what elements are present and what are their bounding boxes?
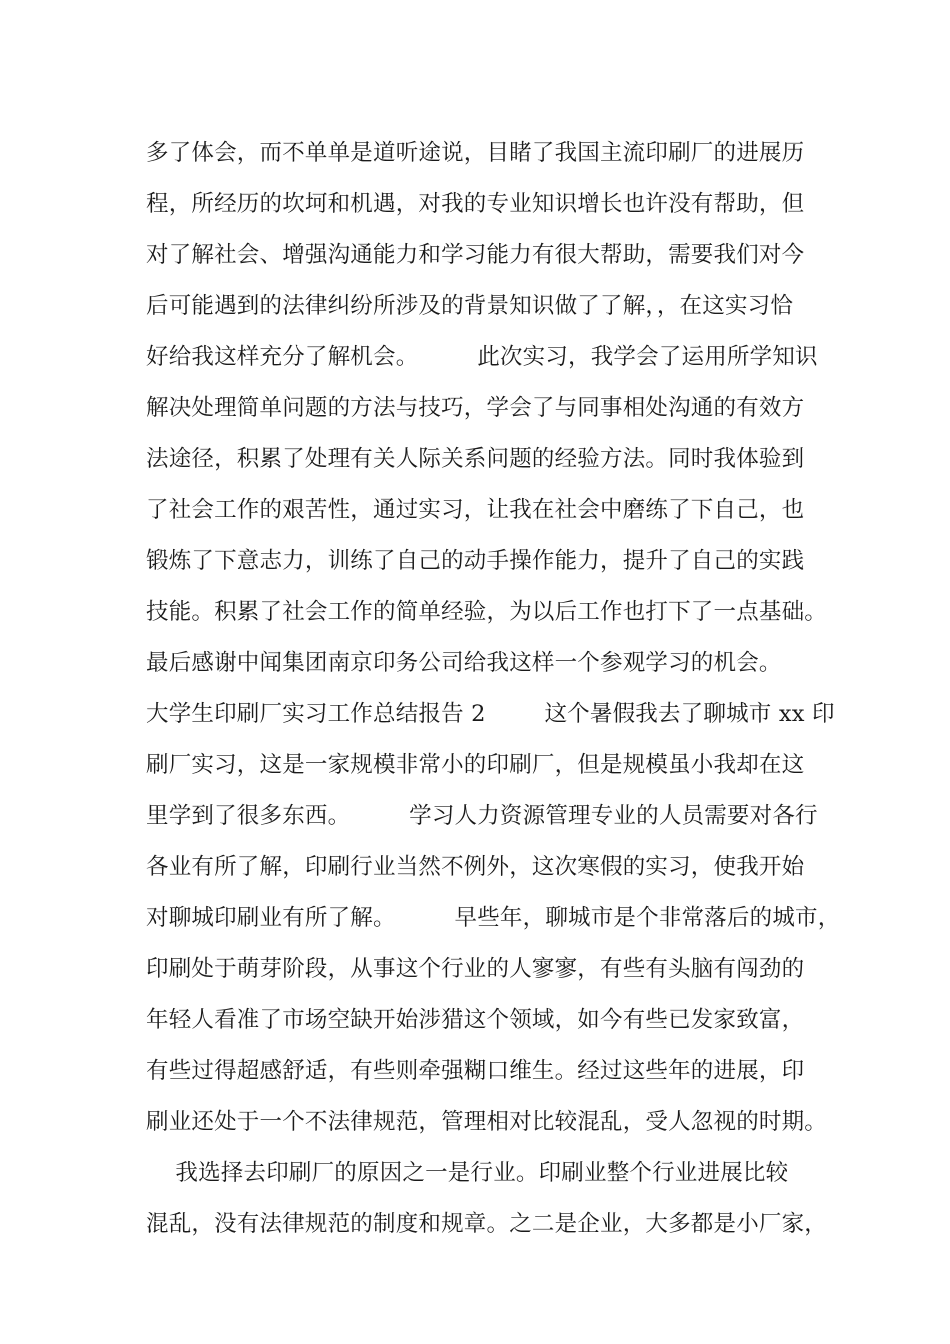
text-line: 有些过得超感舒适，有些则牵强糊口维生。经过这些年的进展，印: [146, 1058, 805, 1084]
text-line: 印刷处于萌芽阶段，从事这个行业的人寥寥，有些有头脑有闯劲的: [146, 956, 805, 982]
text-line: 最后感谢中闻集团南京印务公司给我这样一个参观学习的机会。: [146, 650, 782, 676]
text-line: 锻炼了下意志力，训练了自己的动手操作能力，提升了自己的实践: [146, 548, 805, 574]
text-line: 我选择去印刷厂的原因之一是行业。印刷业整个行业进展比较: [146, 1160, 789, 1186]
text-line: 对了解社会、增强沟通能力和学习能力有很大帮助，需要我们对今: [146, 242, 805, 268]
text-line: 刷厂实习，这是一家规模非常小的印刷厂，但是规模虽小我却在这: [146, 752, 805, 778]
text-line: 解决处理简单问题的方法与技巧，学会了与同事相处沟通的有效方: [146, 395, 805, 421]
text-line: 混乱，没有法律规范的制度和规章。之二是企业，大多都是小厂家，: [146, 1211, 828, 1237]
text-line: 程，所经历的坎坷和机遇，对我的专业知识增长也许没有帮助，但: [146, 191, 805, 217]
text-line: 刷业还处于一个不法律规范，管理相对比较混乱，受人忽视的时期。: [146, 1109, 828, 1135]
text-line: 年轻人看准了市场空缺开始涉猎这个领域，如今有些已发家致富，: [146, 1007, 805, 1033]
text-line: 了社会工作的艰苦性，通过实习，让我在社会中磨练了下自己，也: [146, 497, 805, 523]
text-line: 后可能遇到的法律纠纷所涉及的背景知识做了了解，，在这实习恰: [146, 293, 794, 319]
section-heading-line: 大学生印刷厂实习工作总结报告 2 这个暑假我去了聊城市 xx 印: [146, 701, 835, 727]
text-line: 好给我这样充分了解机会。 此次实习，我学会了运用所学知识: [146, 344, 818, 370]
text-line: 各业有所了解，印刷行业当然不例外，这次寒假的实习，使我开始: [146, 854, 805, 880]
text-line: 多了体会，而不单单是道听途说，目睹了我国主流印刷厂的进展历: [146, 140, 805, 166]
text-line: 对聊城印刷业有所了解。 早些年，聊城市是个非常落后的城市，: [146, 905, 841, 931]
text-line: 法途径，积累了处理有关人际关系问题的经验方法。同时我体验到: [146, 446, 805, 472]
text-line: 技能。积累了社会工作的简单经验，为以后工作也打下了一点基础。: [146, 599, 828, 625]
body-text: [146, 130, 841, 1252]
text-line: 里学到了很多东西。 学习人力资源管理专业的人员需要对各行: [146, 803, 818, 829]
